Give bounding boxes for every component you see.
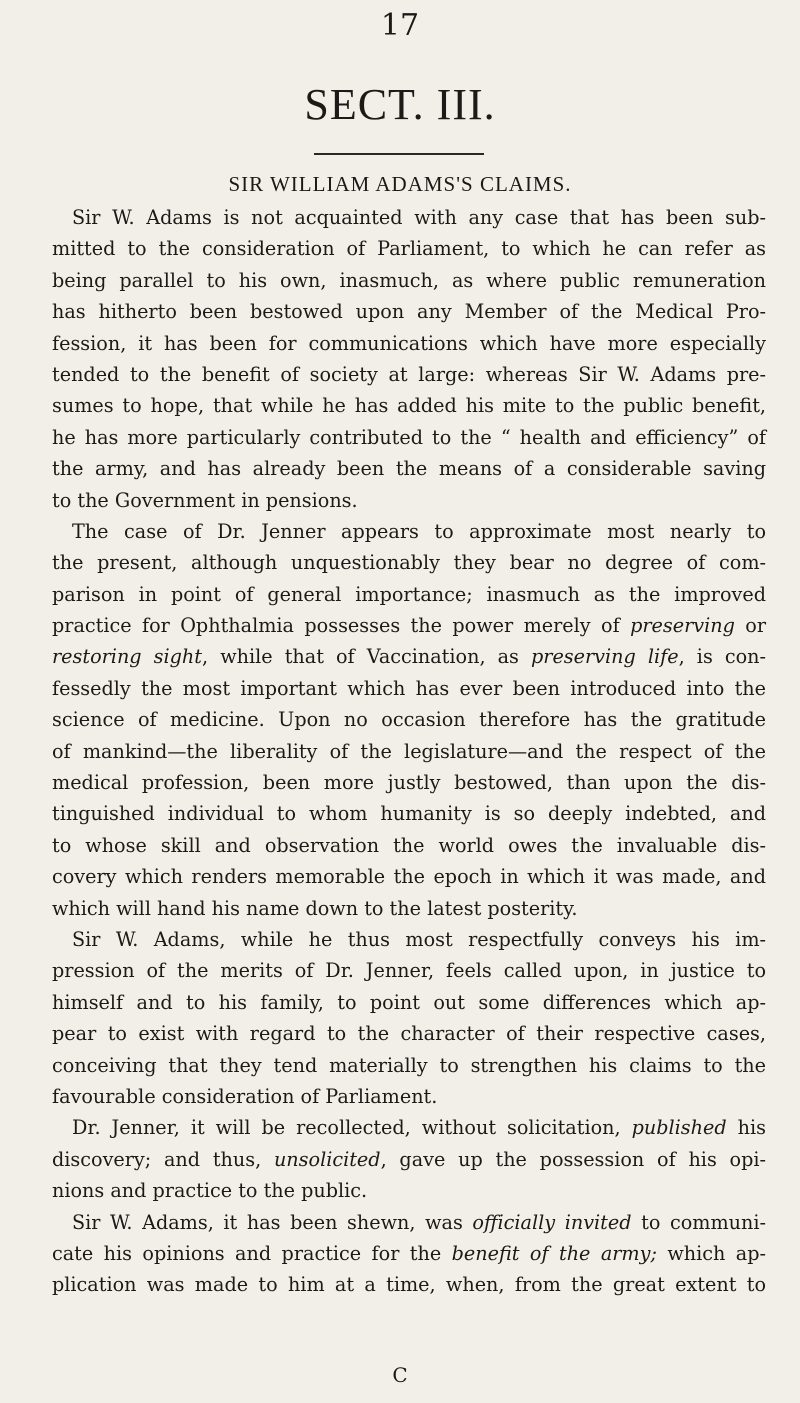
- line-text: Sir W. Adams is not acquainted with any case that has been sub-: [72, 206, 766, 229]
- line-text: pear to exist with regard to the character of their respective cases,: [52, 1022, 766, 1046]
- text-line: [52, 390, 766, 421]
- line-text: medical profession, been more justly bestowed, than upon the dis-: [52, 771, 766, 795]
- line-text: being parallel to his own, inasmuch, as where public remuneration: [52, 268, 766, 292]
- line-text: tinguished individual to whom humanity is so deeply indebted, and: [52, 802, 766, 826]
- signature-mark: C: [392, 1363, 408, 1387]
- italic-text: restoring sight: [52, 645, 203, 669]
- italic-text: unsolicited: [273, 1147, 381, 1171]
- text-line: [52, 422, 766, 453]
- italic-text: preserving: [630, 614, 735, 638]
- line-text: of mankind—the liberality of the legislature—and the respect of the: [52, 739, 766, 763]
- line-text: Sir W. Adams, it has been shewn, was: [72, 1210, 473, 1234]
- text-line: [52, 547, 766, 578]
- line-text: to the Government in pensions.: [52, 488, 358, 512]
- text-line: [52, 1207, 766, 1238]
- line-text: science of medicine. Upon no occasion therefore has the gratitude: [52, 708, 766, 732]
- line-text: he has more particularly contributed to the “ health and efficiency” of: [52, 425, 766, 449]
- line-text: Dr. Jenner, it will be recollected, without solicitation,: [72, 1116, 632, 1140]
- line-text: cate his opinions and practice for the: [52, 1241, 452, 1265]
- section-heading: SECT. III.: [304, 80, 496, 129]
- text-line: [52, 485, 766, 516]
- line-text: his: [726, 1116, 766, 1140]
- text-line: [52, 579, 766, 610]
- text-line: [52, 641, 766, 672]
- text-line: [52, 736, 766, 767]
- text-line: [52, 233, 766, 264]
- text-line: [52, 359, 766, 390]
- text-line: [52, 955, 766, 986]
- line-text: The case of Dr. Jenner appears to approximate most nearly to: [72, 519, 766, 543]
- line-text: which ap-: [656, 1241, 766, 1265]
- text-line: [52, 610, 766, 641]
- text-line: [52, 202, 766, 233]
- line-text: to whose skill and observation the world owes the invaluable dis-: [52, 833, 766, 857]
- text-line: [52, 1050, 766, 1081]
- line-text: Sir W. Adams, while he thus most respectfully conveys his im-: [72, 927, 766, 951]
- line-text: to communi-: [631, 1210, 767, 1234]
- line-text: covery which renders memorable the epoch in which it was made, and: [52, 865, 766, 889]
- body-text: [52, 202, 766, 1301]
- line-text: , is con-: [678, 645, 767, 669]
- text-line: [52, 767, 766, 798]
- line-text: discovery; and thus,: [52, 1147, 274, 1171]
- line-text: which will hand his name down to the latest posterity.: [52, 896, 578, 920]
- text-line: [52, 1018, 766, 1049]
- line-text: mitted to the consideration of Parliament, to which he can refer as: [52, 237, 766, 261]
- line-text: sumes to hope, that while he has added his mite to the public benefit,: [52, 394, 766, 418]
- text-line: [52, 265, 766, 296]
- text-line: [52, 328, 766, 359]
- text-line: [52, 453, 766, 484]
- text-line: [52, 704, 766, 735]
- italic-text: preserving life: [531, 645, 679, 669]
- line-text: , gave up the possession of his opi-: [380, 1147, 766, 1171]
- line-text: the army, and has already been the means of a considerable saving: [52, 457, 766, 481]
- line-text: plication was made to him at a time, when, from the great extent to: [52, 1273, 766, 1297]
- text-line: [52, 673, 766, 704]
- text-line: [52, 516, 766, 547]
- italic-text: published: [631, 1116, 727, 1140]
- line-text: , while that of Vaccination, as: [202, 645, 531, 669]
- line-text: the present, although unquestionably they bear no degree of com-: [52, 551, 766, 575]
- page-number: 17: [380, 8, 420, 43]
- line-text: practice for Ophthalmia possesses the power merely of: [52, 614, 631, 638]
- line-text: parison in point of general importance; inasmuch as the improved: [52, 582, 766, 606]
- text-line: [52, 1112, 766, 1143]
- line-text: pression of the merits of Dr. Jenner, feels called upon, in justice to: [52, 959, 766, 983]
- heading-rule: [314, 153, 484, 155]
- text-line: [52, 296, 766, 327]
- line-text: has hitherto been bestowed upon any Member of the Medical Pro-: [52, 300, 766, 324]
- text-line: [52, 830, 766, 861]
- line-text: conceiving that they tend materially to strengthen his claims to the: [52, 1053, 766, 1077]
- text-line: [52, 987, 766, 1018]
- text-line: [52, 1144, 766, 1175]
- line-text: fessedly the most important which has ever been introduced into the: [52, 676, 766, 700]
- text-line: [52, 1175, 766, 1206]
- line-text: favourable consideration of Parliament.: [52, 1084, 438, 1108]
- text-line: [52, 924, 766, 955]
- text-line: [52, 1269, 766, 1300]
- line-text: tended to the benefit of society at large: whereas Sir W. Adams pre-: [52, 362, 766, 386]
- text-line: [52, 1081, 766, 1112]
- italic-text: benefit of the army;: [451, 1241, 657, 1265]
- line-text: or: [734, 614, 766, 638]
- text-line: [52, 893, 766, 924]
- text-line: [52, 798, 766, 829]
- section-title: SIR WILLIAM ADAMS'S CLAIMS.: [228, 172, 572, 196]
- line-text: nions and practice to the public.: [52, 1179, 368, 1203]
- text-line: [52, 861, 766, 892]
- line-text: himself and to his family, to point out some differences which ap-: [52, 990, 766, 1014]
- line-text: fession, it has been for communications which have more especially: [52, 331, 766, 355]
- text-line: [52, 1238, 766, 1269]
- italic-text: officially invited: [472, 1210, 632, 1234]
